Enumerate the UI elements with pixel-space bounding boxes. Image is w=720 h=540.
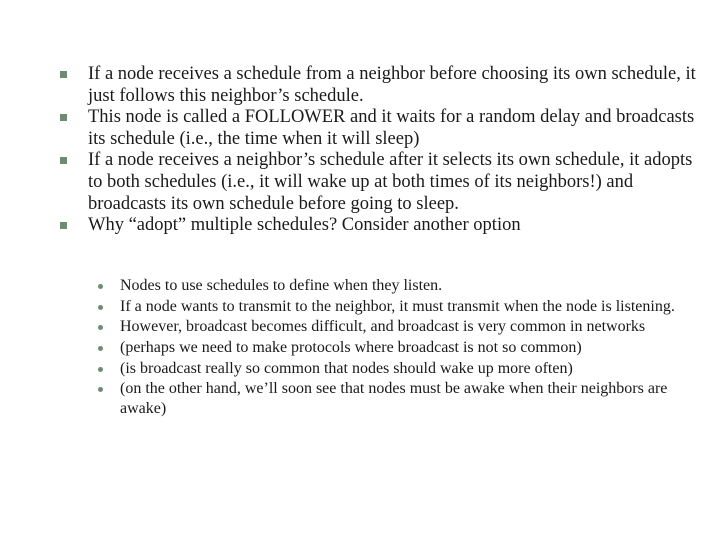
sub-bullet-text: (is broadcast really so common that nodes should wake up more often) [120,359,573,377]
round-bullet-icon [98,367,103,372]
main-bullet-list [60,64,700,237]
round-bullet-icon [98,284,103,289]
sub-bullet-item [97,338,677,358]
round-bullet-icon [98,305,103,310]
sub-bullet-text: However, broadcast becomes difficult, and broadcast is very common in networks [120,318,646,336]
bullet-item [60,64,700,107]
bullet-item [60,215,700,237]
bullet-text: If a node receives a neighbor’s schedule after it selects its own schedule, it adopts to both schedules (i.e., it will wake up at both times of its neighbors!) and broadcasts its own schedule before going to sleep. [88,150,693,214]
sub-bullet-text: (perhaps we need to make protocols where broadcast is not so common) [120,339,582,357]
bullet-text: If a node receives a schedule from a neighbor before choosing its own schedule, it just follows this neighbor’s schedule. [88,64,696,106]
sub-bullet-item [97,276,677,296]
sub-bullet-text: (on the other hand, we’ll soon see that nodes must be awake when their neighbors are awake) [120,380,668,417]
bullet-item [60,107,700,150]
round-bullet-icon [98,387,103,392]
sub-bullet-text: Nodes to use schedules to define when they listen. [120,277,443,294]
square-bullet-icon [60,157,67,164]
round-bullet-icon [98,346,103,351]
sub-bullet-text: If a node wants to transmit to the neighbor, it must transmit when the node is listening. [120,297,675,315]
round-bullet-icon [98,325,103,330]
bullet-text: Why “adopt” multiple schedules? Consider another option [88,215,521,236]
square-bullet-icon [60,222,67,229]
bullet-item [60,150,700,215]
sub-bullet-item [97,359,677,379]
sub-bullet-item [97,297,677,317]
sub-bullet-item [97,317,677,337]
square-bullet-icon [60,71,67,78]
square-bullet-icon [60,114,67,121]
sub-bullet-list [97,276,677,420]
sub-bullet-item [97,379,677,418]
bullet-text: This node is called a FOLLOWER and it waits for a random delay and broadcasts its schedule (i.e., the time when it will sleep) [88,107,695,149]
